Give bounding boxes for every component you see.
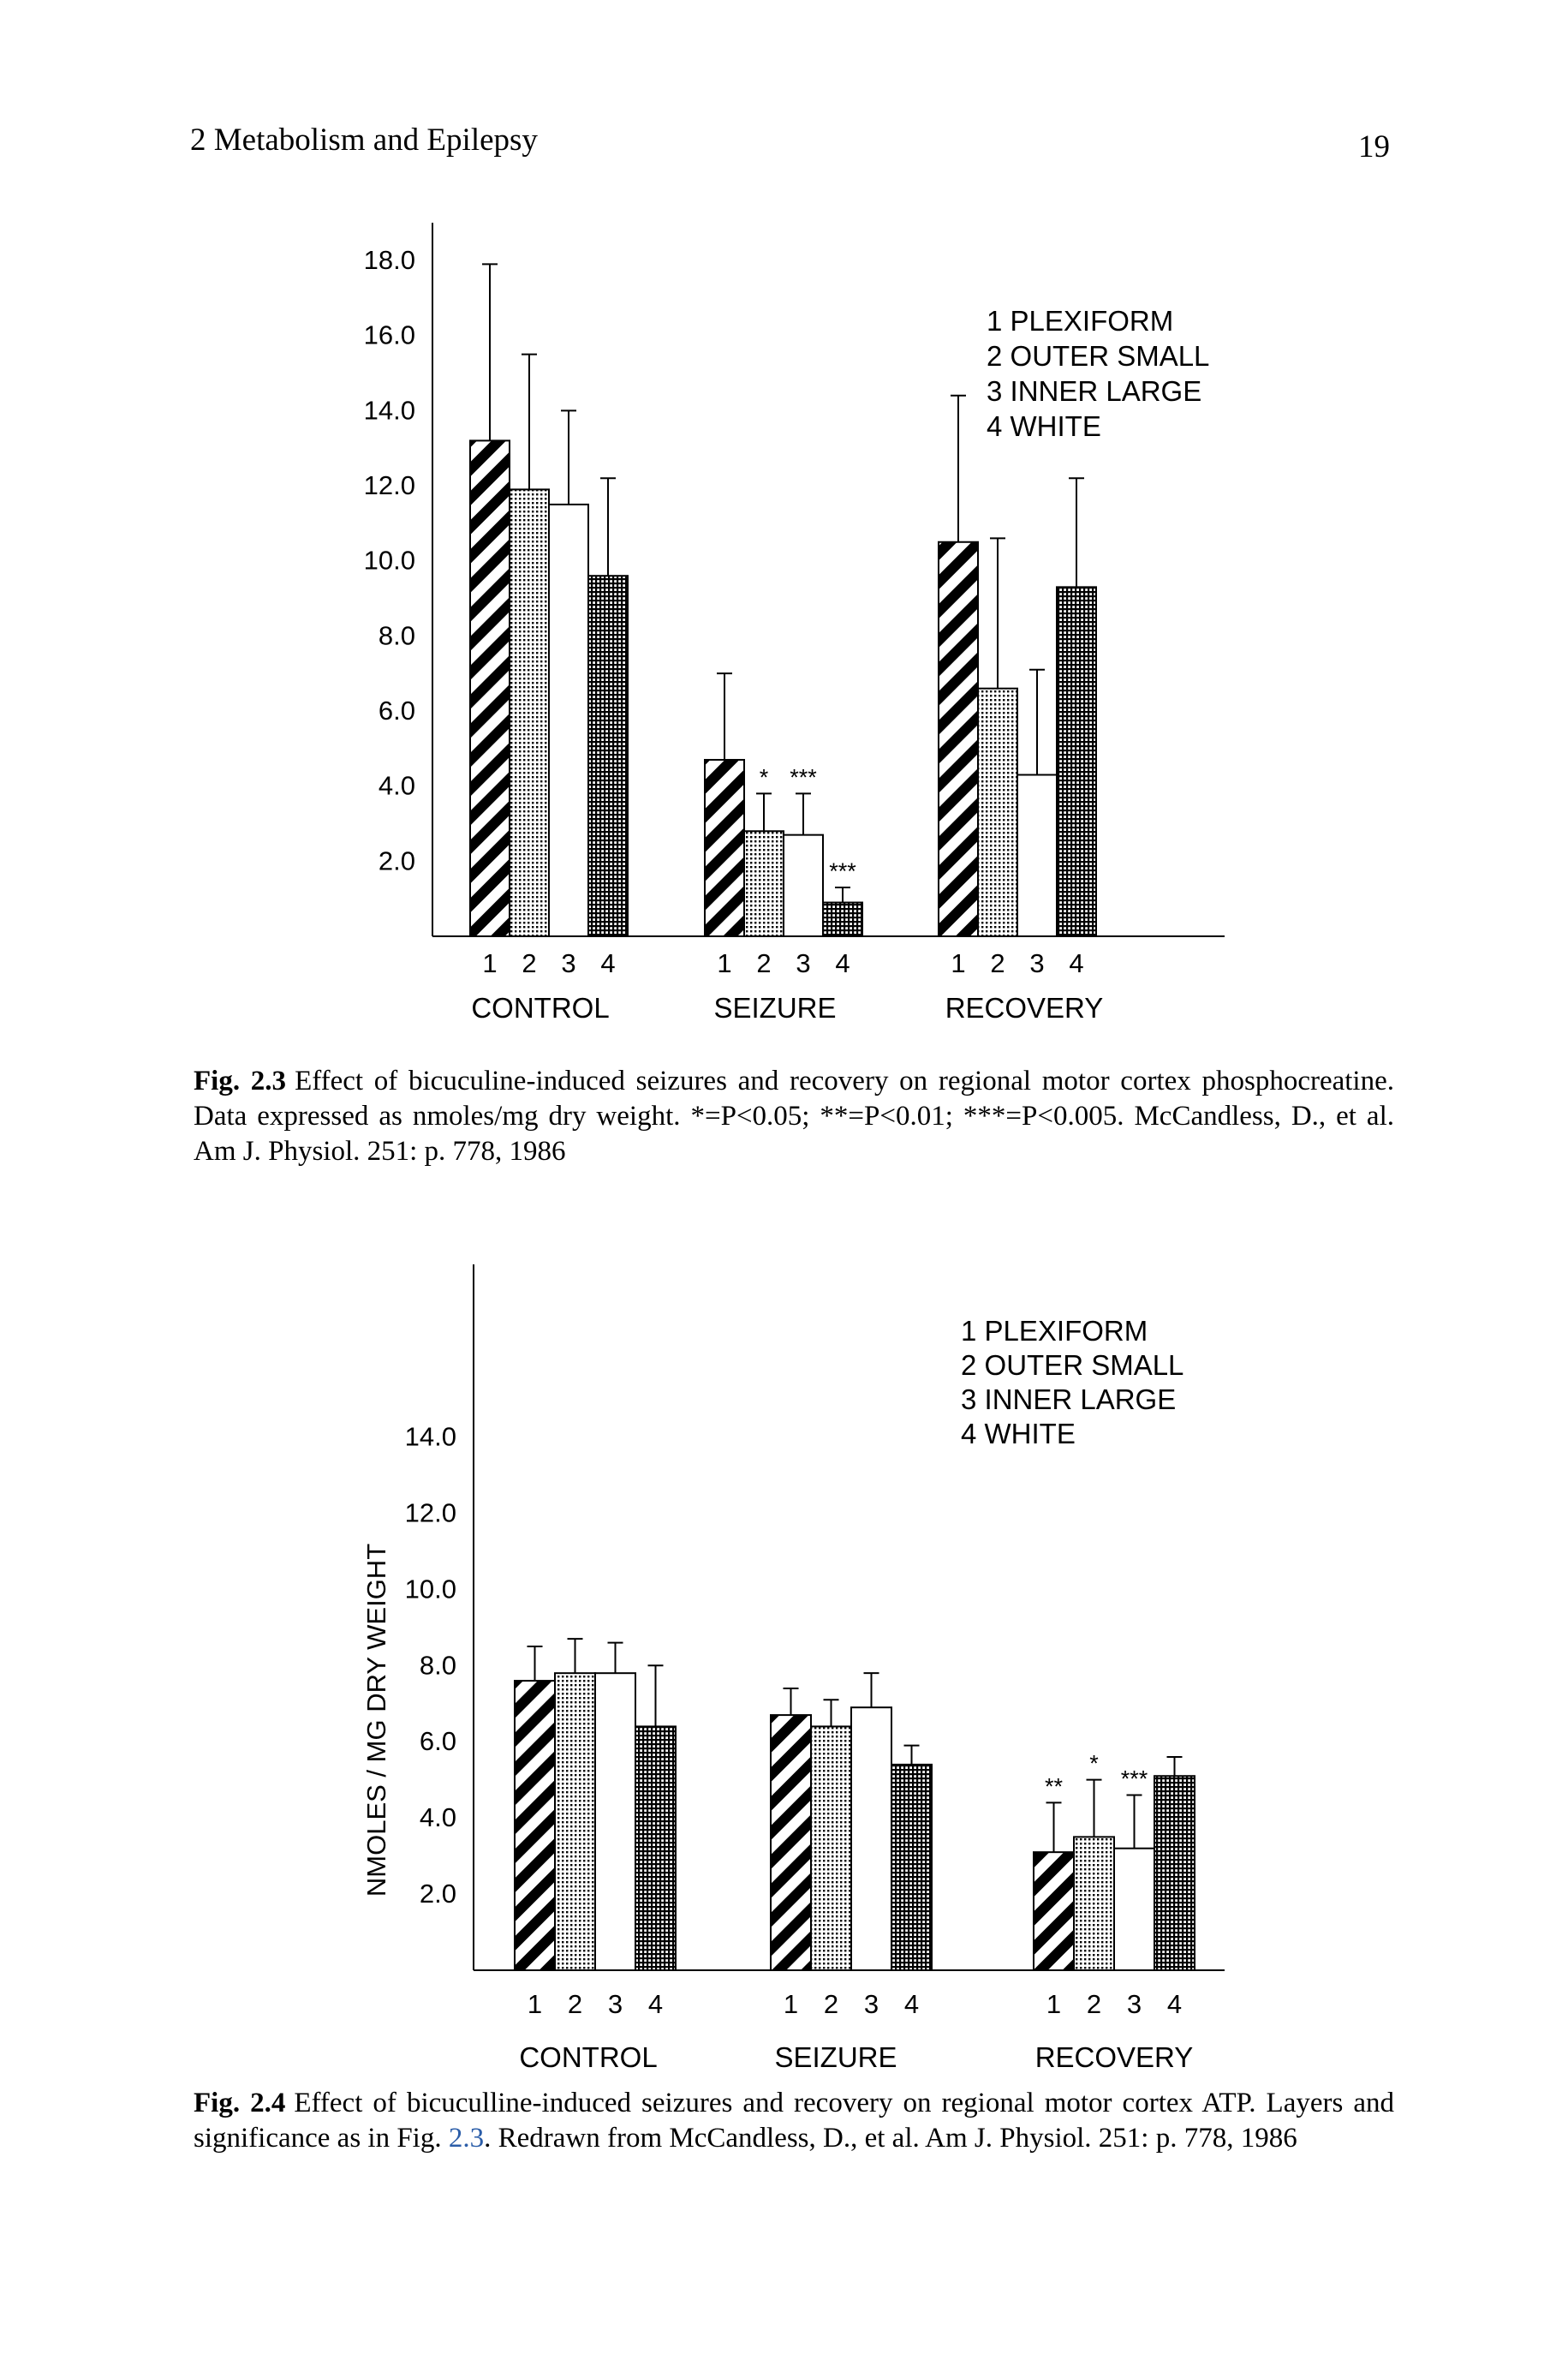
- bar: [1114, 1849, 1154, 1970]
- y-tick-label: 14.0: [404, 1421, 456, 1452]
- legend-entry: 3 INNER LARGE: [987, 375, 1202, 407]
- bar-tick-label: 1: [783, 1989, 799, 2019]
- bar-tick-label: 2: [1086, 1989, 1102, 2019]
- legend-entry: 4 WHITE: [961, 1418, 1076, 1449]
- bar: [823, 903, 862, 936]
- bar: [470, 440, 510, 936]
- group-label-recovery: RECOVERY: [945, 992, 1104, 1024]
- group-label-control: CONTROL: [471, 992, 610, 1024]
- bar: [1017, 775, 1057, 936]
- group-label-seizure: SEIZURE: [713, 992, 837, 1024]
- group-label-control: CONTROL: [519, 2041, 658, 2073]
- significance-marker: ***: [1120, 1766, 1148, 1792]
- bar: [939, 542, 978, 936]
- page-number: 19: [1358, 129, 1390, 164]
- bar-tick-label: 3: [561, 948, 576, 978]
- bar-tick-label: 3: [1029, 948, 1045, 978]
- bar-tick-label: 4: [647, 1989, 664, 2019]
- significance-marker: *: [1089, 1750, 1099, 1777]
- significance-marker: ***: [829, 858, 856, 885]
- bar-tick-label: 1: [717, 948, 732, 978]
- bar: [744, 831, 784, 936]
- y-tick-label: 14.0: [363, 395, 415, 426]
- significance-marker: *: [759, 764, 769, 791]
- significance-marker: **: [1044, 1773, 1064, 1800]
- legend-entry: 4 WHITE: [987, 410, 1101, 442]
- caption-text-end: . Redrawn from McCandless, D., et al. Am J. Physiol. 251: p. 778, 1986: [484, 2123, 1297, 2154]
- bar-tick-label: 4: [1166, 1989, 1183, 2019]
- bar-tick-label: 2: [823, 1989, 839, 2019]
- legend-entry: 2 OUTER SMALL: [987, 340, 1210, 372]
- bar-tick-label: 2: [522, 948, 537, 978]
- bar: [771, 1715, 811, 1970]
- legend-entry: 2 OUTER SMALL: [961, 1349, 1184, 1381]
- bar-tick-label: 3: [607, 1989, 623, 2019]
- bar: [555, 1673, 595, 1970]
- y-axis-label: NMOLES / MG DRY WEIGHT: [361, 1543, 391, 1897]
- y-tick-label: 8.0: [378, 620, 415, 651]
- y-tick-label: 12.0: [404, 1497, 456, 1528]
- group-label-recovery: RECOVERY: [1034, 2041, 1194, 2073]
- figure-caption-2-3: [194, 1064, 1394, 1169]
- bar: [635, 1726, 676, 1970]
- y-tick-label: 10.0: [404, 1574, 456, 1604]
- bar-tick-label: 1: [527, 1989, 543, 2019]
- y-tick-label: 2.0: [378, 845, 415, 876]
- bar: [1074, 1837, 1114, 1970]
- bar-tick-label: 4: [835, 948, 850, 978]
- bar: [784, 835, 823, 936]
- bar-tick-label: 4: [903, 1989, 920, 2019]
- bar-tick-label: 1: [1046, 1989, 1062, 2019]
- legend-entry: 1 PLEXIFORM: [987, 305, 1174, 337]
- bar: [515, 1681, 555, 1970]
- caption-text: Effect of bicuculline-induced seizures and recovery on regional motor cortex ATP. Layers and significance as in Fig.: [194, 2088, 1394, 2154]
- bar: [510, 489, 549, 936]
- bar-tick-label: 1: [951, 948, 966, 978]
- bar-tick-label: 2: [756, 948, 772, 978]
- y-tick-label: 18.0: [363, 245, 415, 275]
- bar: [595, 1673, 635, 1970]
- bar-tick-label: 2: [990, 948, 1005, 978]
- caption-text: Effect of bicuculine-induced seizures and recovery on regional motor cortex phosphocreatine. Data expressed as nmoles/mg dry weight. *=P<0.05; **=P<0.01; ***=P<0.005. McCandless, D., et al. Am J. Physiol. 251: p. 778, 1986: [194, 1066, 1394, 1167]
- significance-marker: ***: [790, 764, 817, 791]
- bar: [705, 760, 744, 936]
- bar-tick-label: 1: [482, 948, 498, 978]
- y-tick-label: 8.0: [419, 1650, 456, 1681]
- bar: [891, 1765, 932, 1970]
- bar-tick-label: 4: [1069, 948, 1084, 978]
- bar: [1057, 587, 1096, 936]
- y-tick-label: 10.0: [363, 545, 415, 576]
- y-tick-label: 12.0: [363, 470, 415, 500]
- bar: [978, 689, 1017, 936]
- group-label-seizure: SEIZURE: [774, 2041, 897, 2073]
- bar-tick-label: 3: [863, 1989, 879, 2019]
- bar-tick-label: 4: [600, 948, 616, 978]
- running-head: 2 Metabolism and Epilepsy: [190, 122, 538, 158]
- bar: [811, 1726, 851, 1970]
- bar: [851, 1707, 891, 1970]
- y-tick-label: 2.0: [419, 1879, 456, 1909]
- y-tick-label: 4.0: [378, 770, 415, 801]
- figure-reference-link[interactable]: 2.3: [448, 2123, 485, 2154]
- atp-bar-chart: [0, 1259, 1568, 2082]
- bar-tick-label: 2: [567, 1989, 583, 2019]
- legend-entry: 1 PLEXIFORM: [961, 1315, 1148, 1347]
- bar-tick-label: 3: [1126, 1989, 1142, 2019]
- y-tick-label: 6.0: [378, 696, 415, 726]
- bar: [1154, 1776, 1195, 1970]
- y-tick-label: 4.0: [419, 1802, 456, 1833]
- y-tick-label: 16.0: [363, 320, 415, 350]
- bar-tick-label: 3: [796, 948, 811, 978]
- phosphocreatine-bar-chart: [0, 206, 1568, 1062]
- bar: [1034, 1852, 1074, 1970]
- y-tick-label: 6.0: [419, 1726, 456, 1757]
- legend-entry: 3 INNER LARGE: [961, 1383, 1177, 1415]
- bar: [549, 505, 588, 936]
- bar: [588, 576, 628, 936]
- figure-label: Fig. 2.3: [194, 1066, 287, 1096]
- figure-caption-2-4: [194, 2086, 1394, 2156]
- figure-label: Fig. 2.4: [194, 2088, 286, 2118]
